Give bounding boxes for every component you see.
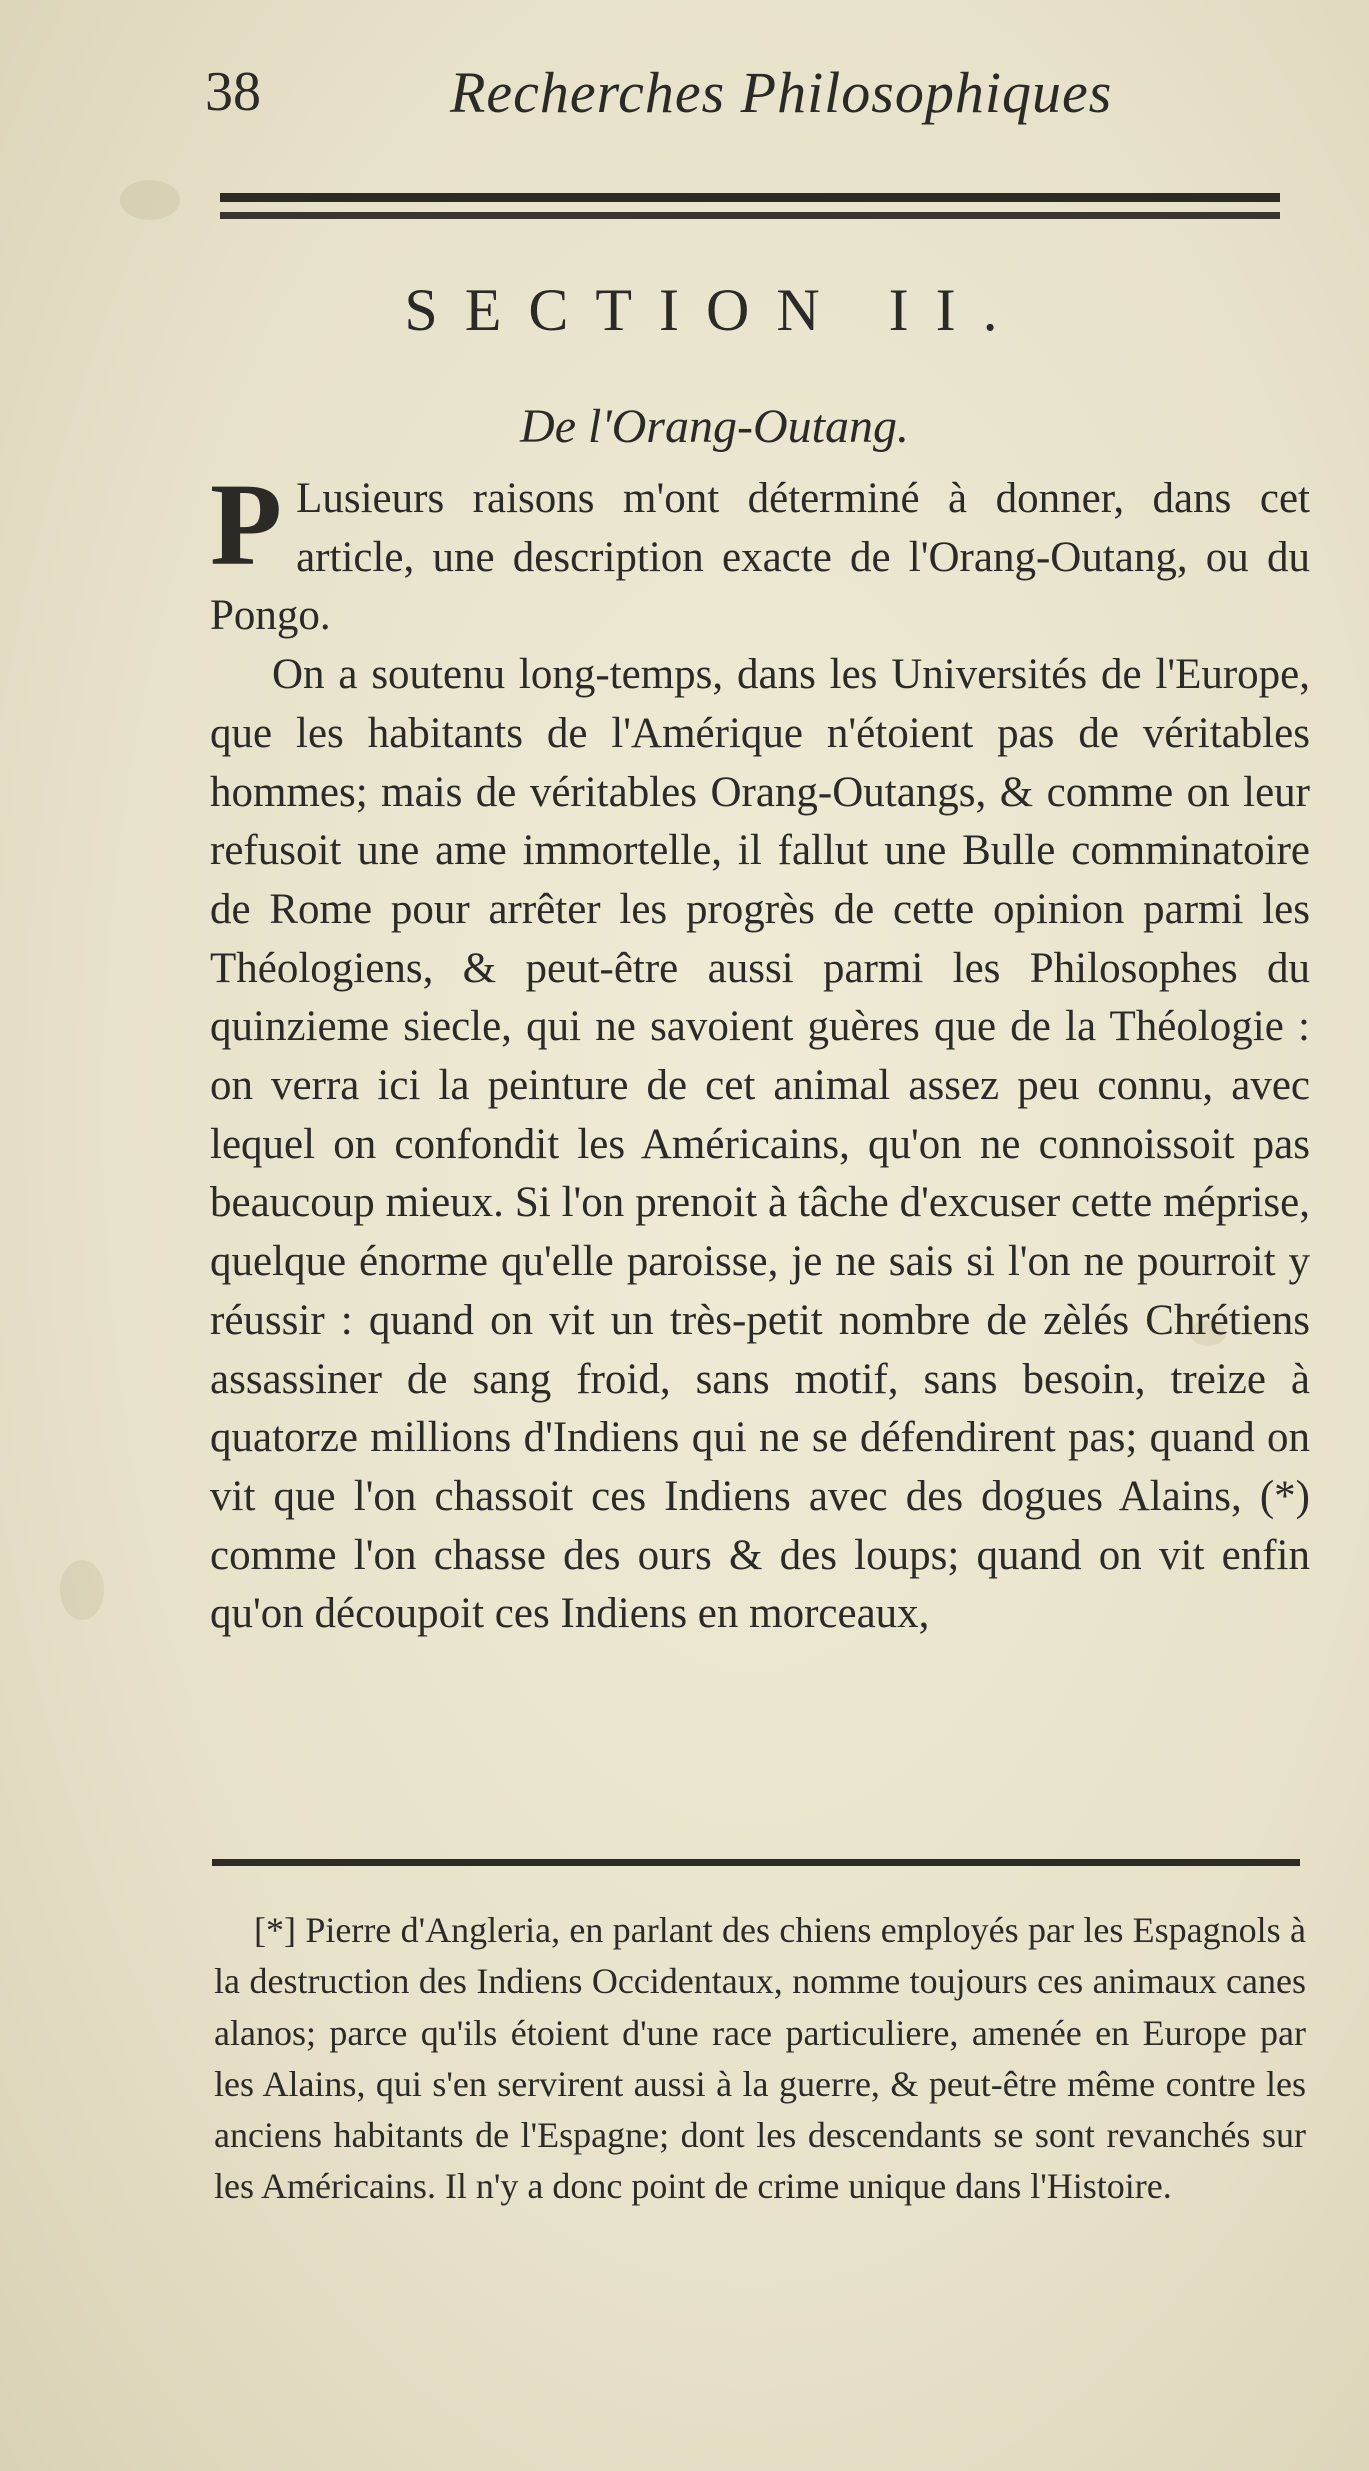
body-text — [210, 459, 1310, 1644]
paragraph-1-text: Lusieurs raisons m'ont déterminé à donner, dans cet article, une description exacte de l'Orang-Outang, ou du Pongo. — [210, 475, 1310, 640]
section-subtitle: De l'Orang-Outang. — [520, 400, 909, 453]
footnote: [*] Pierre d'Angleria, en parlant des chiens employés par les Espagnols à la destruction des Indiens Occidentaux, nomme toujours ces animaux canes alanos; parce qu'ils étoient d'une race particuliere, amenée en Europe par les Alains, qui s'en servirent aussi à la guerre, & peut-être même contre les anciens habitants de l'Espagne; dont les descendants se sont revanchés sur les Américains. Il n'y a donc point de crime unique dans l'Histoire. — [214, 1910, 1306, 2207]
paper-stain — [60, 1560, 104, 1620]
section-heading: SECTION II. — [404, 277, 1025, 343]
header-rule — [220, 193, 1280, 202]
header-rule-lower — [220, 212, 1280, 219]
running-title: Recherches Philosophiques — [450, 60, 1113, 125]
drop-cap: P — [210, 459, 283, 590]
opening-paragraph — [210, 459, 1310, 646]
footnote-rule — [212, 1859, 1300, 1866]
paragraph-2: On a soutenu long-temps, dans les Universités de l'Europe, que les habitants de l'Amérique n'étoient pas de véritables hommes; mais de véritables Orang-Outangs, & comme on leur refusoit une ame immortelle, il fallut une Bulle comminatoire de Rome pour arrêter les progrès de cette opinion parmi les Théologiens, & peut-être aussi parmi les Philosophes du quinzieme siecle, qui ne savoient guères que de la Théologie : on verra ici la peinture de cet animal assez peu connu, avec lequel on confondit les Américains, qu'on ne connoissoit pas beaucoup mieux. Si l'on prenoit à tâche d'excuser cette méprise, quelque énorme qu'elle paroisse, je ne sais si l'on ne pourroit y réussir : quand on vit un très-petit nombre de zèlés Chrétiens assassiner de sang froid, sans motif, sans besoin, treize à quatorze millions d'Indiens qui ne se défendirent pas; quand on vit que l'on chassoit ces Indiens avec des dogues Alains, (*) comme l'on chasse des ours & des loups; quand on vit enfin qu'on découpoit ces Indiens en morceaux, — [210, 651, 1310, 1638]
page-number: 38 — [205, 61, 261, 123]
page-header — [205, 60, 1285, 130]
paper-stain — [120, 180, 180, 220]
